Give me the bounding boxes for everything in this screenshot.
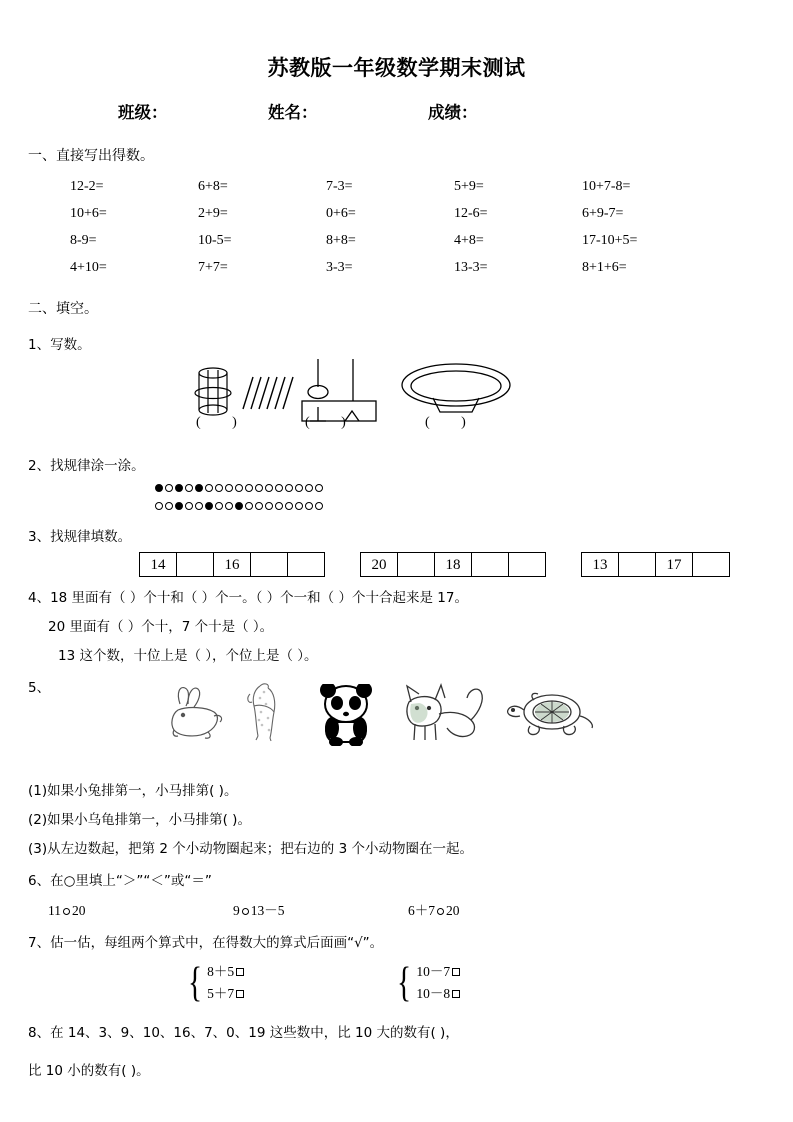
q1-answer-blank[interactable]: ( ): [425, 415, 480, 430]
q8-line-1[interactable]: 8、在 14、3、9、10、16、7、0、19 这些数中，比 10 大的数有( )，: [28, 1025, 459, 1041]
dot-empty[interactable]: [285, 484, 293, 492]
dot-filled[interactable]: [155, 484, 163, 492]
name-label: 姓名：: [268, 103, 318, 122]
q7-expression[interactable]: [416, 961, 460, 983]
section-2-heading: 二、填空。: [28, 301, 98, 317]
dot-empty[interactable]: [245, 502, 253, 510]
q7-expression[interactable]: [207, 961, 244, 983]
arithmetic-cell[interactable]: 10+7-8=: [582, 179, 631, 194]
q3-sequence-group: [361, 552, 546, 577]
q4-line-1[interactable]: 4、18 里面有（ ）个十和（ ）个一。（ ）个一和（ ）个十合起来是 17。: [28, 590, 468, 606]
arithmetic-row: [70, 179, 710, 195]
q7-expression[interactable]: [207, 983, 244, 1005]
q2-dot-row-1[interactable]: [155, 484, 793, 492]
arithmetic-cell[interactable]: 8+1+6=: [582, 260, 627, 275]
dot-empty[interactable]: [215, 484, 223, 492]
q6-item[interactable]: [233, 899, 408, 919]
q7-expr-text: 10－7: [416, 964, 451, 979]
dot-empty[interactable]: [305, 484, 313, 492]
q3-cell[interactable]: 13: [581, 552, 619, 577]
q7-label: 7、估一估，每组两个算式中，在得数大的算式后面画“√”。: [28, 935, 384, 951]
q3-cell[interactable]: [471, 552, 509, 577]
q5-line-1[interactable]: (1)如果小兔排第一，小马排第( )。: [28, 783, 238, 799]
arithmetic-cell[interactable]: 6+8=: [198, 179, 228, 194]
dot-filled[interactable]: [205, 502, 213, 510]
dot-empty[interactable]: [315, 484, 323, 492]
sticks-bundle-icon: [180, 363, 310, 423]
dot-empty[interactable]: [295, 502, 303, 510]
q6-item[interactable]: [408, 899, 460, 919]
dot-empty[interactable]: [265, 484, 273, 492]
turtle-icon: [500, 690, 596, 740]
page-title: 苏教版一年级数学期末测试: [267, 56, 526, 80]
dot-empty[interactable]: [285, 502, 293, 510]
q6-left: 9: [233, 903, 240, 918]
dot-filled[interactable]: [195, 484, 203, 492]
dot-empty[interactable]: [265, 502, 273, 510]
q7-expr-text: 5＋7: [207, 986, 235, 1001]
q3-cell[interactable]: [508, 552, 546, 577]
q1-answer-blank[interactable]: ( ): [305, 415, 360, 430]
q3-sequences: [140, 552, 793, 577]
arithmetic-cell[interactable]: 4+10=: [70, 260, 107, 275]
dot-empty[interactable]: [195, 502, 203, 510]
arithmetic-cell[interactable]: 5+9=: [454, 179, 484, 194]
left-brace-icon: {: [188, 960, 203, 1006]
q3-cell[interactable]: [287, 552, 325, 577]
arithmetic-cell[interactable]: 10+6=: [70, 206, 107, 221]
q7-group: [185, 961, 244, 1005]
dot-empty[interactable]: [275, 484, 283, 492]
q5-label: 5、: [28, 680, 51, 696]
q4-line-3[interactable]: 13 这个数，十位上是（ ），个位上是（ ）。: [58, 648, 318, 664]
q3-label: 3、找规律填数。: [28, 529, 132, 545]
rabbit-icon: [158, 682, 230, 742]
q3-sequence-group: [582, 552, 730, 577]
arithmetic-cell[interactable]: 17-10+5=: [582, 233, 638, 248]
left-brace-icon: {: [397, 960, 412, 1006]
dot-empty[interactable]: [295, 484, 303, 492]
compare-circle-icon[interactable]: [242, 908, 249, 915]
horse-icon: [240, 680, 296, 742]
arithmetic-cell[interactable]: 12-2=: [70, 179, 104, 194]
score-label: 成绩：: [428, 103, 478, 122]
q7-groups: [185, 961, 793, 1005]
q6-left: 6＋7: [408, 903, 435, 918]
dot-empty[interactable]: [235, 484, 243, 492]
q3-cell[interactable]: [692, 552, 730, 577]
q1-answer-blank[interactable]: ( ): [196, 415, 251, 430]
q6-label: 6、在○里填上“＞”“＜”或“＝”: [28, 873, 212, 889]
compare-circle-icon[interactable]: [437, 908, 444, 915]
dot-empty[interactable]: [245, 484, 253, 492]
q6-right: 20: [446, 903, 460, 918]
dot-filled[interactable]: [235, 502, 243, 510]
dot-empty[interactable]: [315, 502, 323, 510]
q7-expr-text: 8＋5: [207, 964, 235, 979]
arithmetic-cell[interactable]: 7+7=: [198, 260, 228, 275]
arithmetic-cell[interactable]: 7-3=: [326, 179, 353, 194]
q4-line-2[interactable]: 20 里面有（ ）个十，7 个十是（ ）。: [48, 619, 274, 635]
q2-label: 2、找规律涂一涂。: [28, 458, 145, 474]
dot-empty[interactable]: [305, 502, 313, 510]
q6-item[interactable]: [48, 903, 233, 919]
dot-empty[interactable]: [225, 502, 233, 510]
dot-empty[interactable]: [215, 502, 223, 510]
arithmetic-cell[interactable]: 6+9-7=: [582, 206, 624, 221]
arithmetic-cell[interactable]: 8+8=: [326, 233, 356, 248]
q7-expression[interactable]: [416, 983, 460, 1005]
arithmetic-row: [70, 260, 710, 276]
q6-left: 11: [48, 903, 61, 918]
q5-line-3: (3)从左边数起，把第 2 个小动物圈起来；把右边的 3 个小动物圈在一起。: [28, 841, 473, 857]
arithmetic-row: [70, 233, 710, 249]
panda-icon: [308, 684, 384, 746]
q1-label: 1、写数。: [28, 337, 91, 353]
dot-empty[interactable]: [185, 502, 193, 510]
arithmetic-cell[interactable]: 10-5=: [198, 233, 232, 248]
dot-empty[interactable]: [225, 484, 233, 492]
arithmetic-cell[interactable]: 2+9=: [198, 206, 228, 221]
checkbox-square[interactable]: [452, 968, 460, 976]
q7-expr-text: 10－8: [416, 986, 451, 1001]
dot-empty[interactable]: [165, 502, 173, 510]
q6-items: [48, 899, 793, 919]
dot-empty[interactable]: [155, 502, 163, 510]
q3-cell[interactable]: [250, 552, 288, 577]
q3-sequence-group: [140, 552, 325, 577]
q3-cell[interactable]: 17: [655, 552, 693, 577]
section-1-heading: 一、直接写出得数。: [28, 148, 154, 164]
checkbox-square[interactable]: [452, 990, 460, 998]
q3-cell[interactable]: 16: [213, 552, 251, 577]
q3-cell[interactable]: 14: [139, 552, 177, 577]
q3-cell[interactable]: [397, 552, 435, 577]
arithmetic-cell[interactable]: 4+8=: [454, 233, 484, 248]
q3-cell[interactable]: 20: [360, 552, 398, 577]
dot-empty[interactable]: [185, 484, 193, 492]
dot-empty[interactable]: [255, 502, 263, 510]
q5-line-2[interactable]: (2)如果小乌龟排第一，小马排第( )。: [28, 812, 251, 828]
dot-empty[interactable]: [255, 484, 263, 492]
checkbox-square[interactable]: [236, 990, 244, 998]
arithmetic-grid: [70, 179, 710, 276]
compare-circle-icon[interactable]: [63, 908, 70, 915]
q3-cell[interactable]: [176, 552, 214, 577]
q1-pictures-row: [0, 359, 793, 439]
dot-filled[interactable]: [175, 484, 183, 492]
checkbox-square[interactable]: [236, 968, 244, 976]
q8-line-2[interactable]: 比 10 小的数有( )。: [28, 1063, 150, 1079]
arithmetic-cell[interactable]: 12-6=: [454, 206, 488, 221]
arithmetic-cell[interactable]: 0+6=: [326, 206, 356, 221]
dot-filled[interactable]: [175, 502, 183, 510]
student-info-row: [0, 99, 793, 123]
q2-dot-row-2[interactable]: [155, 502, 793, 510]
arithmetic-row: [70, 206, 710, 222]
arithmetic-cell[interactable]: 8-9=: [70, 233, 97, 248]
q6-right: 20: [72, 903, 86, 918]
arithmetic-cell[interactable]: 3-3=: [326, 260, 353, 275]
plate-icon: [400, 361, 520, 423]
spacer: [244, 961, 394, 1005]
dot-empty[interactable]: [165, 484, 173, 492]
dot-empty[interactable]: [205, 484, 213, 492]
q5-animals-row: [0, 698, 793, 770]
q3-cell[interactable]: 18: [434, 552, 472, 577]
fox-icon: [395, 680, 499, 744]
class-label: 班级：: [118, 103, 168, 122]
q3-cell[interactable]: [618, 552, 656, 577]
q6-right: 13－5: [250, 903, 285, 918]
dot-empty[interactable]: [275, 502, 283, 510]
q7-group: [394, 961, 460, 1005]
arithmetic-cell[interactable]: 13-3=: [454, 260, 488, 275]
